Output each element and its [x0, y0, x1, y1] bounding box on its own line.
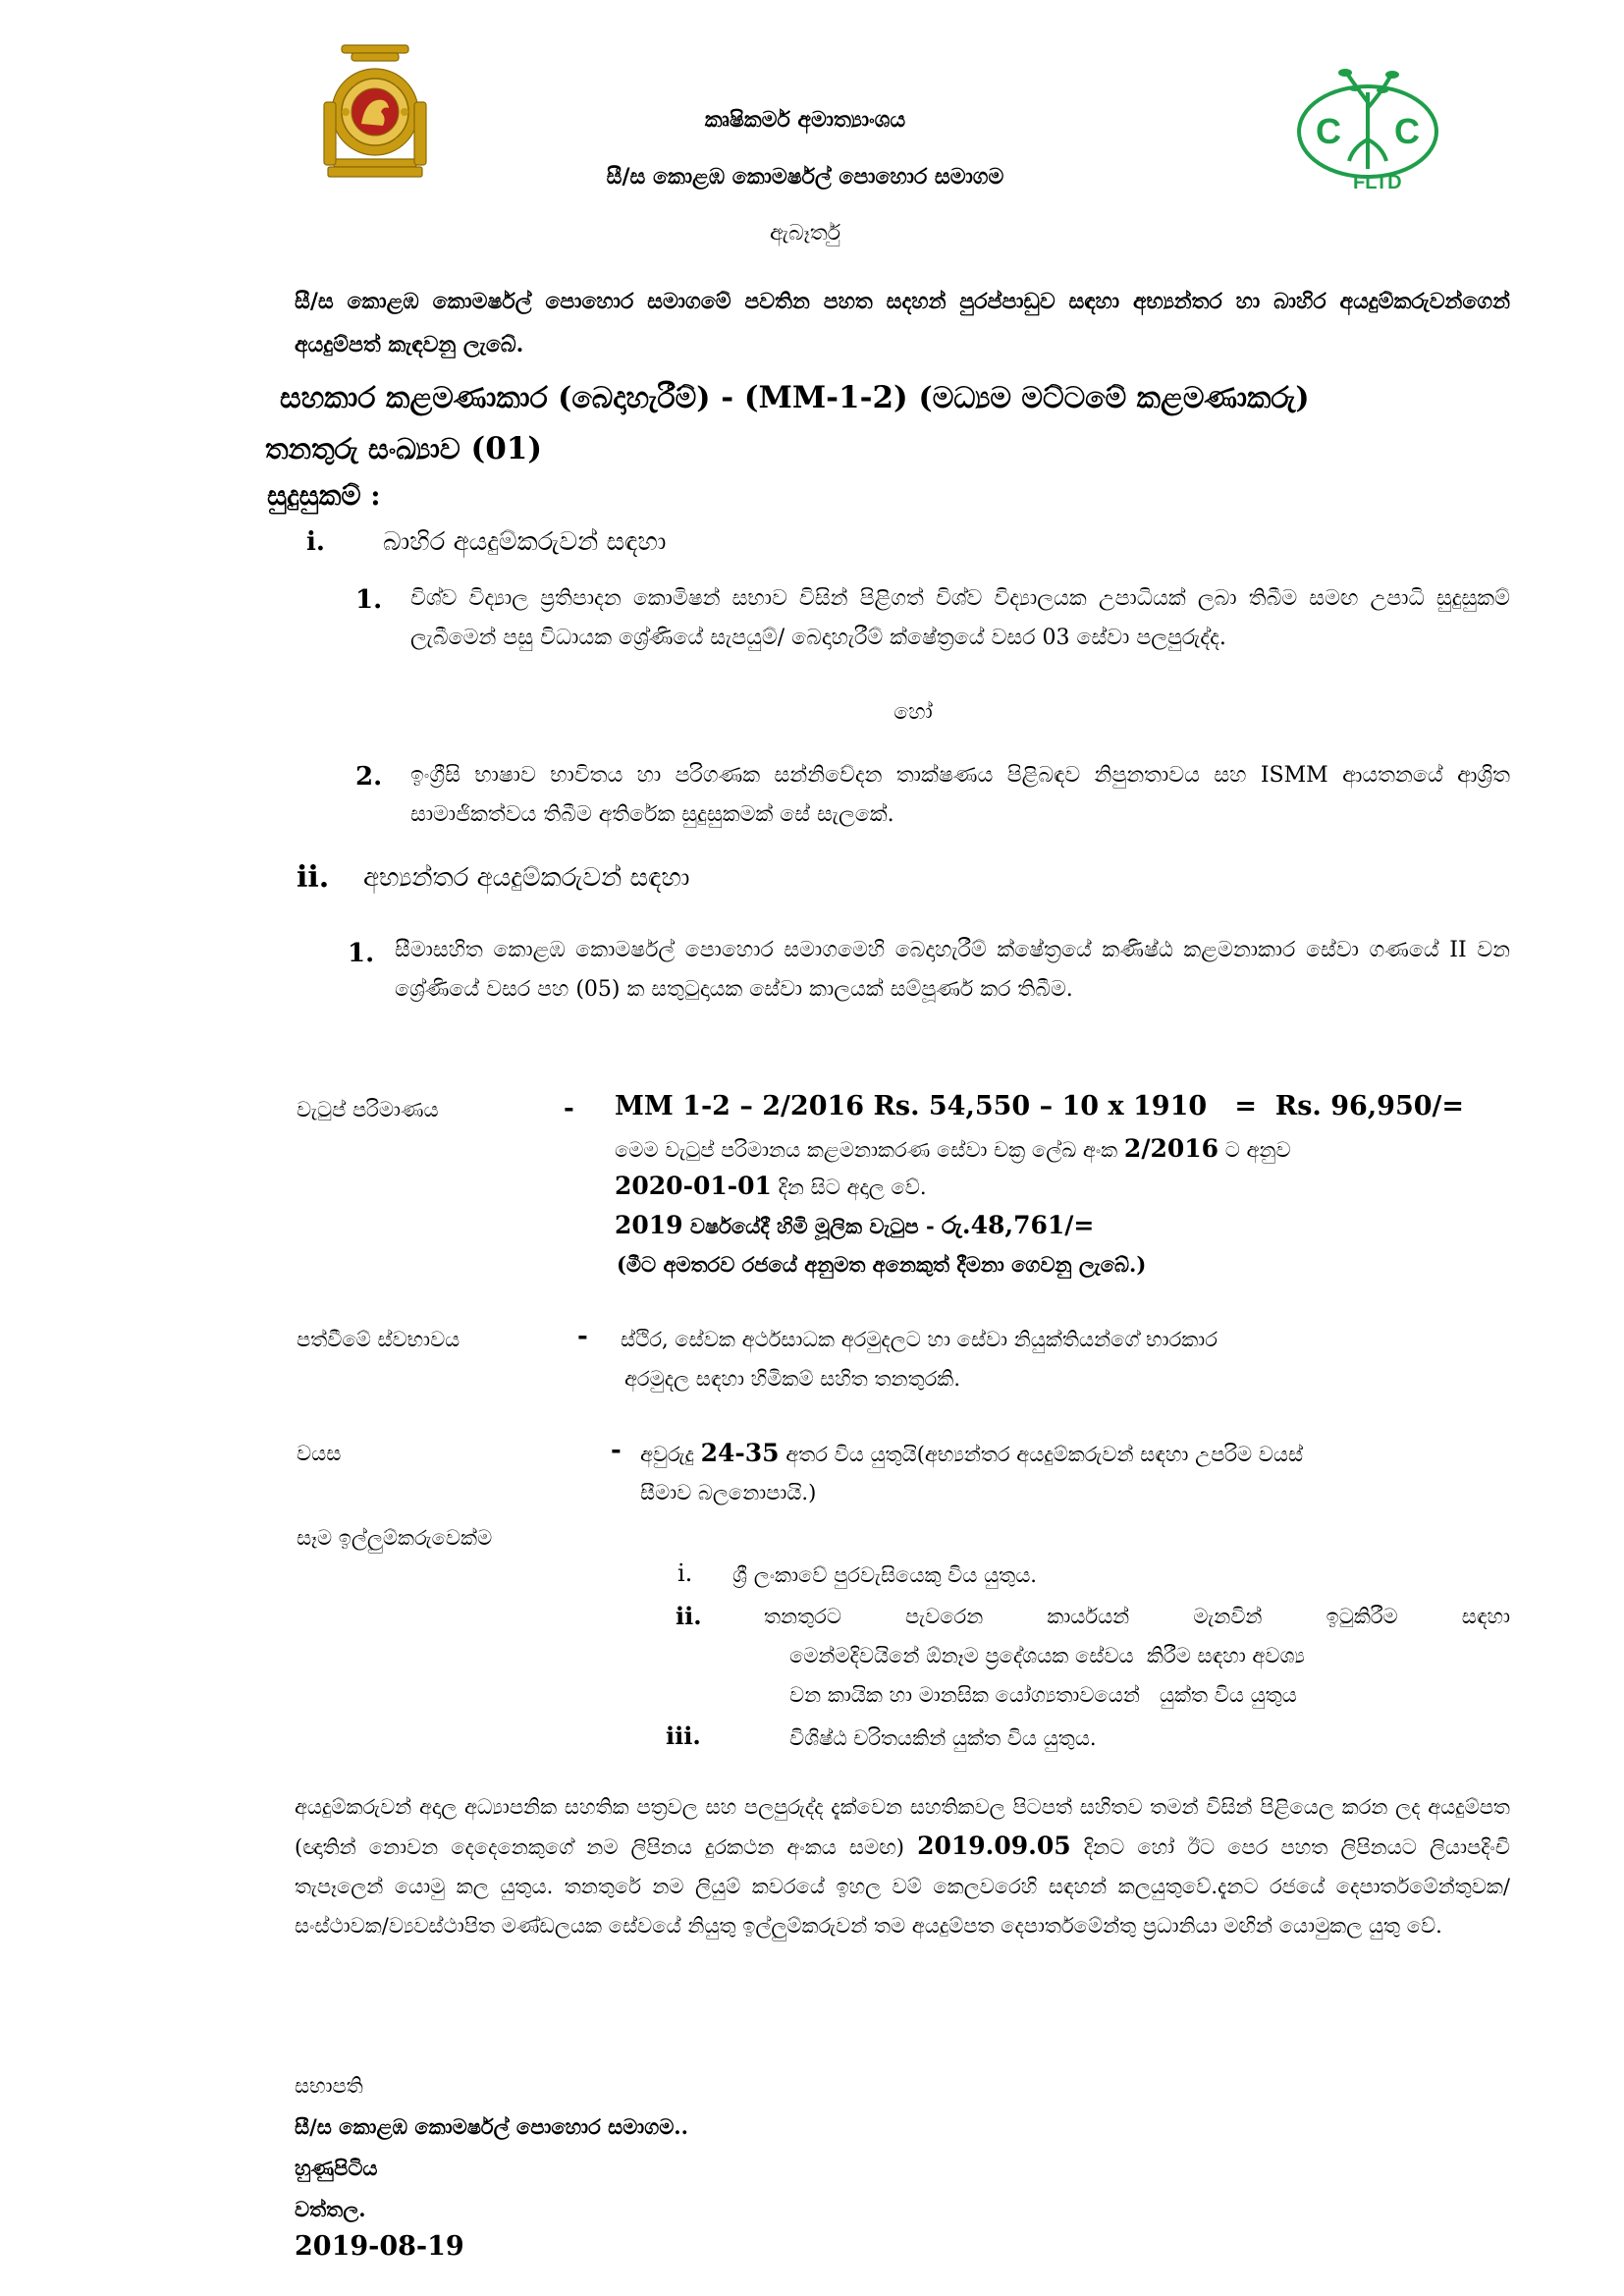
salary-note-text: මෙම වැටුප් පරිමානය කළමනාකරණ සේවා චක්‍ර ලේඛ අංක: [615, 1138, 1118, 1162]
nature-line-2: අරමුදල සඳහා හිමිකම් සහිත තනතුරකි.: [624, 1367, 961, 1391]
company-logo: [1294, 63, 1441, 192]
section-ii-numeral: ii.: [297, 860, 330, 895]
salary-extra: (මීට අමතරව රජයේ අනුමත අනෙකුත් දීමනා ගෙවනු ලැබේ.): [617, 1252, 1147, 1277]
section-i-title: බාහිර අයදුම්කරුවන් සඳහා: [383, 527, 667, 557]
external-item-1-text: විශ්ව විද්‍යාල ප්‍රතිපාදන කොමිෂන් සභාව විසින් පිළිගත් විශ්ව විද්‍යාලයක උපාධියක් ලබා තිබීම සමඟ උපාධි සුදුසුකම් ලැබීමෙන් පසු විධායක ශ්‍රේණියේ සැපයුම්/ බෙදාහැරීම් ක්ෂේත්‍රයේ වසර 03 සේවා පලපුරුද්ද.: [410, 586, 1510, 650]
qualifications-label: සුදුසුකම් :: [267, 479, 381, 512]
intro-paragraph: සී/ස කොළඹ කොමර්ෂල් පොහොර සමාගමේ පවතින පහත සදහන් පුරප්පාඩුව සඳහා අභ්‍යන්තර හා බාහිර අයදුම්කරුවන්ගෙන් අයදුම්පත් කැඳවනු ලැබේ.: [295, 289, 1510, 357]
applicant-item-1-num: i.: [677, 1559, 693, 1587]
applicant-item-3-num: iii.: [666, 1722, 701, 1750]
applicant-item-2-num: ii.: [676, 1602, 702, 1630]
signature-company: සී/ස කොළඹ කොමර්ෂල් පොහොර සමාගම..: [295, 2114, 688, 2139]
salary-basic-text: වර්ෂයේදී හිමි මූලික වැටුප -: [689, 1214, 935, 1238]
ministry-name: කෘෂිකර්ම අමාත්‍යාංශය: [704, 107, 906, 133]
salary-note: [615, 1129, 1291, 1170]
vacancy-count-value: (01): [470, 431, 543, 466]
salary-dash: -: [564, 1094, 574, 1123]
applicant-item-2-line-1: තනතුරට පැවරෙන කාර්යයන් මැනවින් ඉටුකිරීම සඳහා: [764, 1605, 1510, 1628]
applicant-item-3-text: විශිෂ්ඨ චරිතයකින් යුක්ත විය යුතුය.: [789, 1726, 1097, 1750]
salary-scale: MM 1-2 – 2/2016 Rs. 54,550 – 10 x 1910 = Rs. 96,950/=: [615, 1091, 1465, 1121]
internal-item-1-text: සීමාසහිත කොළඹ කොමර්ෂල් පොහොර සමාගමෙහි බෙදාහැරීම් ක්ෂේත්‍රයේ කණිෂ්ඨ කළමනාකාර සේවා ගණයේ II වන ශ්‍රේණියේ වසර පහ (05) ක සතුටුදායක සේවා කාලයක් සම්පූර්ණ කර තිබීම.: [395, 938, 1510, 1002]
doc-type: ඇබෑර්තු: [769, 221, 841, 246]
salary-effective-text: දින සිට අදාල වේ.: [778, 1175, 927, 1199]
external-item-1-num: 1.: [355, 585, 383, 615]
vacancy-count-label: තනතුරු සංඛ්‍යාව: [265, 432, 460, 465]
vacancy-count: [265, 426, 1149, 471]
external-item-2-num: 2.: [355, 762, 383, 792]
section-i-numeral: i.: [306, 527, 325, 557]
nature-dash: -: [577, 1322, 588, 1351]
position-title: [280, 375, 1556, 421]
age-line-2: සීමාව බලනොපායි.): [640, 1481, 817, 1504]
salary-effective-date: 2020-01-01: [615, 1172, 772, 1200]
position-title-si: සහකාර කළමණාකාර (බෙදාහැරීම්): [280, 381, 711, 415]
nature-label: පත්වීමේ ස්වභාවය: [297, 1328, 460, 1351]
position-level: (මධ්‍යම මට්ටමේ කළමණාකරු): [918, 381, 1310, 415]
logo-right-letter: C: [1394, 111, 1420, 151]
signature-title: සභාපති: [295, 2074, 363, 2098]
internal-item-1-num: 1.: [348, 939, 375, 968]
salary-effective: [615, 1167, 927, 1207]
external-item-2-text: ඉංග්‍රීසි භාෂාව භාවිතය හා පරිගණක සන්නිවේදන තාක්ෂණය පිළිබඳව නිපුනතාවය සහ ISMM ආයතනයේ ආශ්‍රිත සාමාජිකත්වය තිබීම අතිරේක සුදුසුකමක් සේ සැලකේ.: [410, 763, 1510, 827]
age-years-label: අවුරුදු: [640, 1443, 694, 1466]
company-name: සී/ස කොළඹ කොමර්ෂල් පොහොර සමාගම: [606, 164, 1004, 190]
signature-date: 2019-08-19: [295, 2231, 464, 2262]
signature-place-2: වත්තල.: [295, 2197, 366, 2221]
salary-basic-year: 2019: [615, 1211, 683, 1239]
closing-deadline-date: 2019.09.05: [917, 1831, 1071, 1860]
closing-paragraph: [295, 1787, 1510, 1945]
salary-note-end: ට අනුව: [1224, 1138, 1291, 1162]
applicant-label: සෑම ඉල්ලුම්කරුවෙක්ම: [297, 1526, 493, 1550]
salary-circular-no: 2/2016: [1123, 1134, 1219, 1163]
age-range: 24-35: [700, 1439, 780, 1467]
age-label: වයස: [297, 1442, 342, 1465]
logo-left-letter: C: [1316, 111, 1341, 151]
applicant-item-2-line-3: වන කායික හා මානසික යෝග්‍යතාවයෙන් යුක්ත විය යුතුය: [789, 1683, 1297, 1707]
age-line-1-text: අතර විය යුතුයි(අභ්‍යන්තර අයදුම්කරුවන් සඳහා උපරිම වයස්: [785, 1443, 1304, 1466]
applicant-item-1-text: ශ්‍රී ලංකාවේ පුරවැසියෙකු විය යුතුය.: [732, 1563, 1037, 1587]
age-line-1: [640, 1434, 1303, 1474]
applicant-item-2-line-2: මෙන්මදිවයිනේ ඕනෑම ප්‍රදේශයක සේවය කිරීම සඳහා අවශ්‍ය: [789, 1644, 1305, 1667]
age-dash: -: [611, 1436, 622, 1465]
logo-bottom-text: FLTD: [1353, 172, 1402, 192]
position-grade: - (MM-1-2): [721, 380, 908, 415]
section-ii-title: අභ්‍යන්තර අයදුම්කරුවන් සඳහා: [363, 863, 690, 893]
or-text: හෝ: [893, 700, 933, 725]
signature-place-1: හුණුපිටිය: [295, 2156, 378, 2180]
salary-label: වැටුප් පරිමාණය: [297, 1098, 439, 1121]
closing-part-1: අයදුම්කරුවන් අදාල අධ්‍යාපනික සහතික පත්‍රවල සහ පලපුරුද්ද දැක්වෙන සහතිකවල පිටපත් සහිතව තමන් විසින් පිළියෙල කරන ලද අයදුම්පත (ඥාතින් නොවන දෙදෙනෙකුගේ නම ලිපිනය දුරකථන අංකය සමඟ): [295, 1795, 1510, 1859]
nature-line-1: ස්ථිර, සේවක අර්ථසාධක අරමුදලට හා සේවා නියුක්තියන්ගේ භාරකාර: [621, 1328, 1218, 1351]
closing-part-2: දිනට හෝ ඊට පෙර පහත ලිපිනයට ලියාපදිංචි තැපෑලෙන් යොමු කල යුතුය. තනතුරේ නම ලියුම් කවරයේ ඉහල වම් කෙලවරෙහි සඳහන් කලයුතුවේ.දැනට රජයේ දෙපාර්තමේන්තුවක/සංස්ථාවක/ව්‍යවස්ථාපිත මණ්ඩලයක සේවයේ නියුතු ඉල්ලුම්කරුවන් තම අයදුම්පත දෙපාර්තමේන්තු ප්‍රධානියා මඟින් යොමුකල යුතු වේ.: [295, 1835, 1510, 1938]
salary-basic: [615, 1206, 1094, 1246]
salary-basic-amount: රු.48,761/=: [941, 1211, 1095, 1239]
